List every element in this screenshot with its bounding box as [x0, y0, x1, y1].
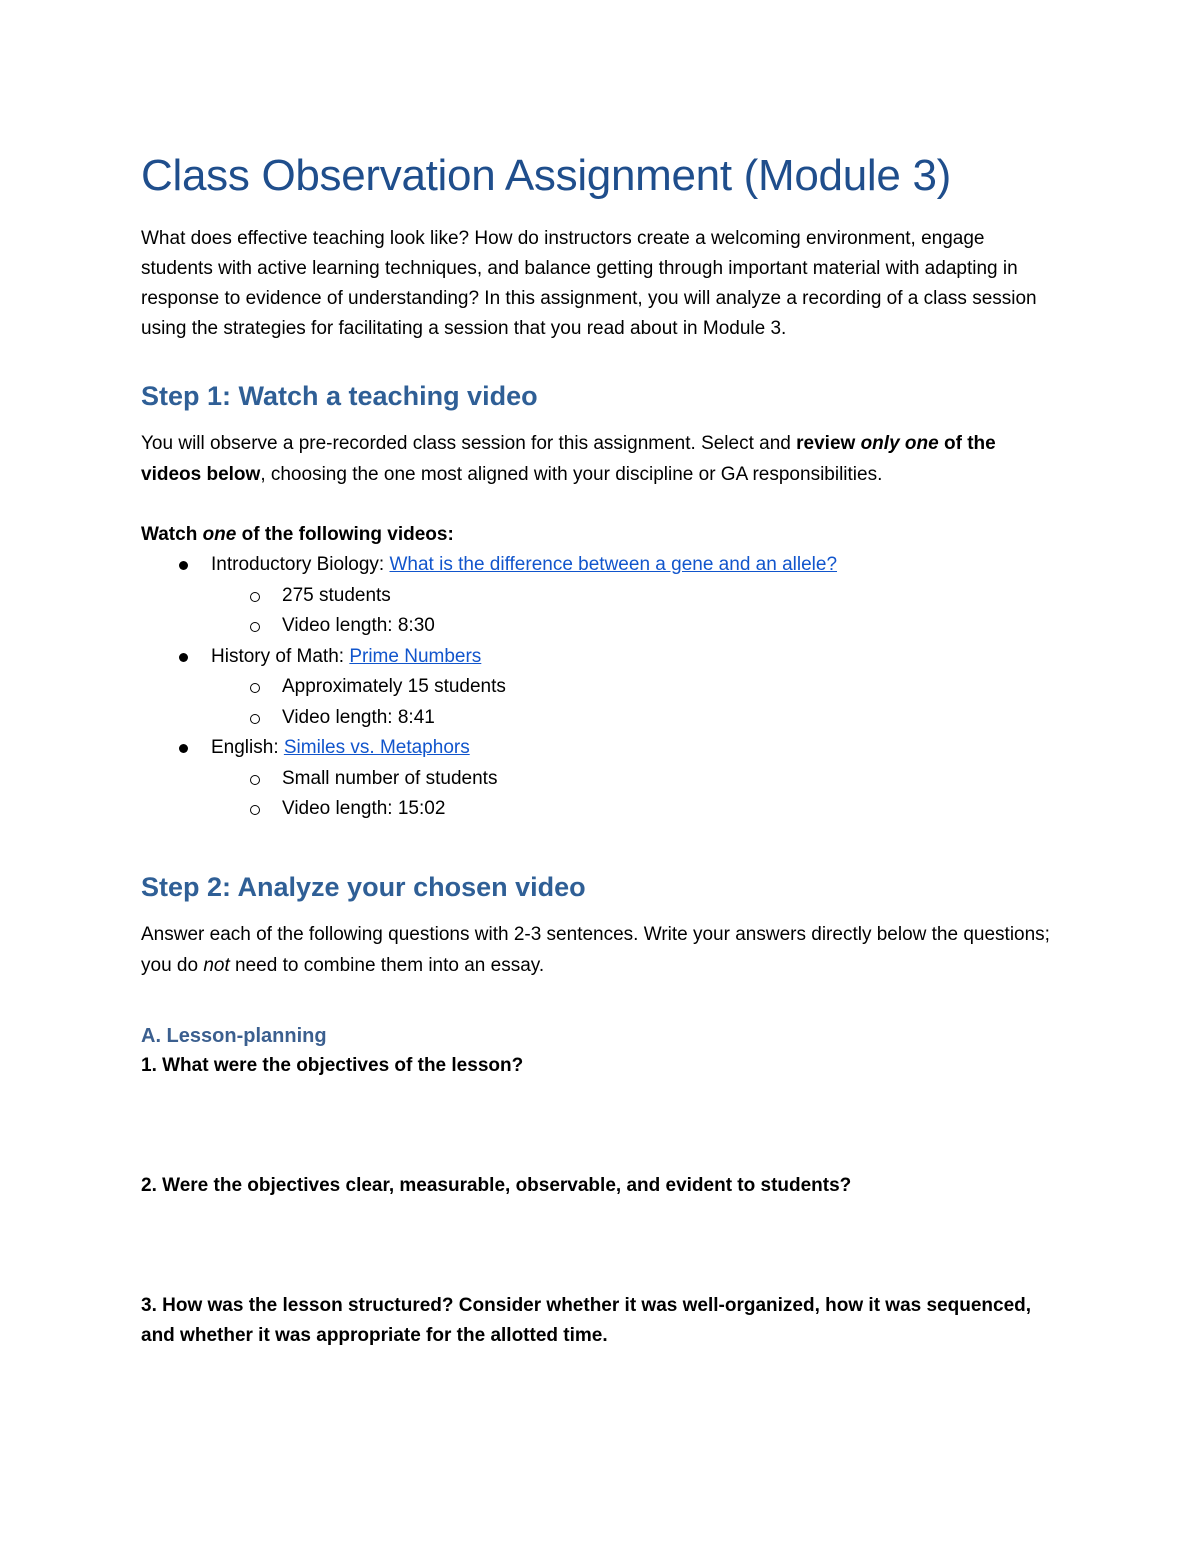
- document-title: Class Observation Assignment (Module 3): [141, 151, 951, 200]
- video-link-english[interactable]: Similes vs. Metaphors: [283, 737, 470, 758]
- bullet-icon: [179, 561, 188, 570]
- step2-paragraph: Answer each of the following questions with 2-3 sentences. Write your answers directly below the questions; you do not need to combine them into an essay.: [141, 923, 1050, 976]
- step1-heading: Step 1: Watch a teaching video: [141, 381, 538, 411]
- step1-text-start: You will observe a pre-recorded class session for this assignment. Select and: [141, 433, 797, 454]
- video-item-biology: [141, 550, 1061, 581]
- video-details-english: [141, 764, 1061, 825]
- question-3: 3. How was the lesson structured? Consider whether it was well-organized, how it was sequenced, and whether it was appropriate for the allotted time.: [141, 1294, 1032, 1346]
- document-body: [141, 148, 1061, 1351]
- video-link-biology[interactable]: What is the difference between a gene and an allele?: [389, 554, 838, 575]
- question-1: 1. What were the objectives of the lesson?: [141, 1054, 524, 1076]
- detail-item: Small number of students: [141, 764, 1061, 795]
- circle-bullet-icon: [250, 775, 260, 785]
- intro-paragraph: What does effective teaching look like? How do instructors create a welcoming environment, engage students with active learning techniques, and balance getting through important material with adapting in response to evidence of understanding? In this assignment, you will analyze a recording of a class session using the strategies for facilitating a session that you read about in Module 3.: [141, 228, 1037, 339]
- video-link-math[interactable]: Prime Numbers: [349, 645, 482, 667]
- step1-bold-italic: only one: [860, 433, 939, 454]
- circle-bullet-icon: [250, 714, 260, 724]
- bullet-icon: [179, 744, 188, 753]
- circle-bullet-icon: [250, 683, 260, 693]
- step1-text-end: , choosing the one most aligned with your discipline or GA responsibilities.: [260, 464, 883, 485]
- detail-item: 275 students: [141, 581, 1061, 612]
- detail-item: Approximately 15 students: [141, 672, 1061, 703]
- video-subject: English:: [211, 737, 284, 758]
- step2-heading: Step 2: Analyze your chosen video: [141, 871, 586, 902]
- step1-bold-2: of the videos below: [141, 433, 996, 485]
- detail-item: Video length: 15:02: [141, 794, 1061, 825]
- step1-paragraph: [141, 428, 1061, 490]
- detail-item: Video length: 8:30: [141, 611, 1061, 642]
- video-item-math: [141, 642, 1061, 673]
- video-subject: History of Math:: [211, 645, 350, 667]
- circle-bullet-icon: [250, 592, 260, 602]
- section-a-heading: A. Lesson-planning: [141, 1024, 327, 1047]
- detail-item: Video length: 8:41: [141, 703, 1061, 734]
- step1-bold-1: review: [796, 433, 861, 454]
- video-subject: Introductory Biology:: [211, 554, 390, 575]
- question-2: 2. Were the objectives clear, measurable, observable, and evident to students?: [141, 1174, 852, 1196]
- video-list: [141, 550, 1061, 825]
- bullet-icon: [179, 653, 188, 662]
- circle-bullet-icon: [250, 805, 260, 815]
- video-details-biology: [141, 581, 1061, 642]
- watch-label: Watch one of the following videos:: [141, 524, 454, 545]
- video-details-math: [141, 672, 1061, 733]
- circle-bullet-icon: [250, 622, 260, 632]
- video-item-english: [141, 733, 1061, 764]
